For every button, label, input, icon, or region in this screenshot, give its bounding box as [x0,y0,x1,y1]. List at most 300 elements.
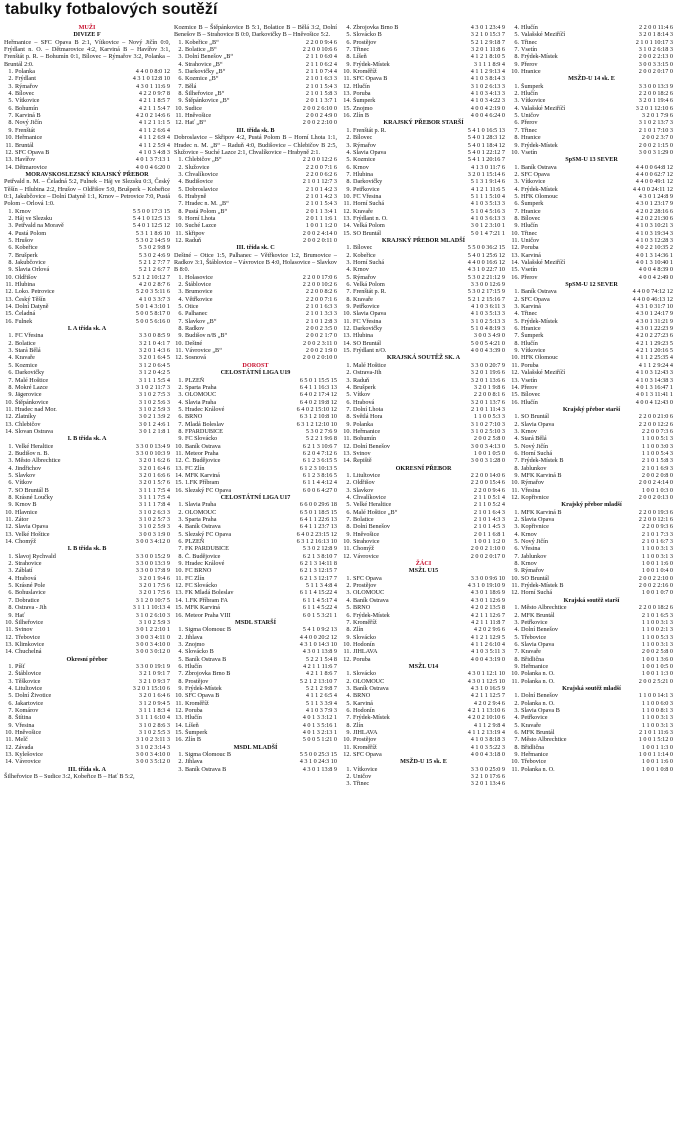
team-stats: 6 1 2 3 8:16 5 [302,471,337,479]
team-stats: 4 1 2 1 12:9 5 [470,633,505,641]
team-name: Raduň [353,376,370,384]
standings-row [174,531,337,538]
rank: 1. [514,604,519,612]
section-heading: MSŽD-U 14 sk. E [568,75,615,83]
team-name: Frýdlant n/O. [353,347,387,355]
team-name: MFK Karviná [185,604,220,612]
team-stats: 2 1 0 1 10:17 3 [635,38,673,46]
rank: 5. [346,604,351,612]
standings-row [174,61,337,68]
rank: 12. [175,706,183,714]
rank: 7. [8,596,13,604]
standings-row [174,612,337,619]
team-name: Fulnek [15,317,33,325]
standings-row [510,479,673,486]
team-name: Baník Ostrava [353,684,389,692]
rank: 8. [178,325,183,333]
team-name: Velké Heraltice [15,442,54,450]
team-name: Baník Ostrava [521,163,557,171]
rank: 12. [5,288,13,296]
section-heading: MSŽL U15 [408,567,439,575]
team-stats: 1 0 0 1 0:8 0 [641,765,673,773]
team-stats: 3 3 0 0 19:1 9 [135,662,170,670]
standings-row [342,700,505,707]
rank: 8. [178,427,183,435]
team-name: Stará Bělá [15,347,41,355]
team-stats: 2 1 0 1 6:3 3 [305,303,337,311]
standings-row [510,457,673,464]
standings-row [342,714,505,721]
team-stats: 1 1 0 0 6:0 3 [641,699,673,707]
team-stats: 2 2 0 0 21:0 6 [638,413,673,421]
section-heading: ŽÁCI [415,560,432,568]
team-name: OLOMOUC [185,508,217,516]
team-stats: 4 1 2 1 8:10 5 [470,53,505,61]
team-name: Rýmařov [353,141,377,149]
rank: 12. [5,148,13,156]
team-stats: 4 0 1 3 7:13 1 [135,156,170,164]
rank: 15. [343,347,351,355]
team-stats: 3 0 1 2 2:10 1 [135,626,170,634]
team-name: Dolní Benešov [353,523,390,531]
team-stats: 3 2 0 1 15:10 6 [132,684,170,692]
standings-row [510,230,673,237]
rank: 4. [514,626,519,634]
standings-row [342,362,505,369]
rank: 11. [343,75,351,83]
rank: 9. [178,560,183,568]
standings-row [342,457,505,464]
section-heading: III. třída sk. C [236,244,275,252]
rank: 16. [5,317,13,325]
standings-row [4,259,170,266]
rank: 15. [343,229,351,237]
standings-row [174,736,337,743]
team-stats: 4 3 1 0 14:3 10 [299,640,337,648]
standings-row [4,142,170,149]
standings-row [510,553,673,560]
team-stats: 4 2 0 2 10:10 6 [467,714,505,722]
rank: 7. [178,200,183,208]
team-stats: 3 2 0 1 13:4 6 [470,780,505,788]
team-stats: 4 0 1 3 14:36 1 [635,251,673,259]
page-title: tabulky fotbalových soutěží [5,1,218,18]
team-name: Frýdlant [15,75,36,83]
standings-row [342,722,505,729]
rank: 13. [343,214,351,222]
team-name: Nový Jičín [521,442,548,450]
team-stats: 1 1 0 0 3:1 3 [641,721,673,729]
team-name: Baník Ostrava [185,442,221,450]
standings-row [4,369,170,376]
rank: 4. [8,684,13,692]
rank: 10. [511,574,519,582]
team-stats: 4 0 1 3 16:47 1 [635,383,673,391]
team-stats: 4 2 1 1 8:6 7 [305,670,337,678]
rank: 12. [511,369,519,377]
team-stats: 3 1 0 2 7:5 3 [138,391,170,399]
rank: 11. [5,516,13,524]
standings-row [342,325,505,332]
standings-row [510,656,673,663]
team-stats: 2 1 0 1 4:5 3 [473,523,505,531]
team-name: Kravaře [353,295,373,303]
team-name: Poruba [185,706,203,714]
rank: 11. [343,648,351,656]
rank: 8. [346,295,351,303]
standings-row [4,443,170,450]
team-stats: 1 0 0 1 5:12 0 [638,736,673,744]
standings-row [510,347,673,354]
standings-row [510,516,673,523]
standings-row [4,384,170,391]
standings-row [174,722,337,729]
team-stats: 2 1 0 1 6:4 3 [473,508,505,516]
team-name: Svinov [15,626,33,634]
standings-row [510,450,673,457]
team-stats: 1 0 0 1 0:4 0 [641,567,673,575]
rank: 11. [175,574,183,582]
standings-row [174,575,337,582]
standings-row [510,722,673,729]
standings-row [174,538,337,545]
team-name: Jakartovice [15,699,44,707]
team-name: Chuchelná [15,648,42,656]
team-name: Slavia Orlová [15,266,50,274]
standings-row [342,531,505,538]
standings-row [510,443,673,450]
team-stats: 5 2 1 2 10:12 7 [132,273,170,281]
standings-row [342,244,505,251]
team-stats: 1 0 0 1 0:7 0 [641,589,673,597]
team-name: Č. Budějovice [185,552,221,560]
standings-row [4,648,170,655]
standings-row [174,472,337,479]
team-name: Hněvošice [185,112,212,120]
team-name: Budišov n/B „B“ [185,332,228,340]
rank: 1. [8,662,13,670]
standings-row [510,200,673,207]
rank: 7. [346,618,351,626]
rank: 6. [514,545,519,553]
team-stats: 1 0 0 1 0:3 0 [641,486,673,494]
team-stats: 3 2 0 1 4:3 6 [138,347,170,355]
standings-row [4,626,170,633]
team-name: Slavia Opava [521,640,555,648]
rank: 16. [343,112,351,120]
team-name: Kobeřice [15,244,38,252]
standings-row [174,281,337,288]
team-stats: 4 0 1 3 2:13 1 [302,729,337,736]
standings-row [174,729,337,736]
standings-row [510,252,673,259]
rank: 7. [346,170,351,178]
team-name: Hlučín [353,82,370,90]
team-name: Hlučín [521,339,538,347]
rank: 4. [178,523,183,531]
rank: 3. [514,618,519,626]
team-stats: 6 2 1 3 12:15 7 [299,567,337,575]
team-name: Přerov [521,383,538,391]
standings-row [174,634,337,641]
standings-row [4,582,170,589]
team-name: Hať [15,611,25,619]
standings-row [342,413,505,420]
team-name: MFK Karviná [185,471,220,479]
standings-row [510,575,673,582]
rank: 10. [343,640,351,648]
standings-row [510,413,673,420]
standings-row [342,142,505,149]
team-name: Hlavnice [15,508,38,516]
team-name: Jablunkov [521,464,547,472]
team-name: Stará Bělá [521,435,547,443]
standings-row [4,538,170,545]
team-stats: 2 2 0 0 17:0 6 [302,273,337,281]
rank: 10. [175,567,183,575]
rank: 9. [514,662,519,670]
standings-row [4,83,170,90]
team-name: Vítkovice [521,347,546,355]
standings-row [174,318,337,325]
standings-row [510,487,673,494]
team-stats: 5 0 0 5 6:16 0 [135,317,170,325]
rank: 13. [343,90,351,98]
standings-row [4,68,170,75]
team-name: Slavia Praha [185,398,217,406]
standings-row [4,105,170,112]
standings-row [342,303,505,310]
team-stats: 6 5 0 1 18:5 15 [299,508,337,516]
rank: 6. [514,449,519,457]
standings-row [174,406,337,413]
team-name: Třinec [521,310,538,318]
team-stats: 3 3 0 0 13:4 9 [135,442,170,450]
team-stats: 4 2 0 2 9:4 6 [473,699,505,707]
rank: 12. [343,325,351,333]
standings-row [174,479,337,486]
standings-row [4,164,170,171]
rank: 5. [8,361,13,369]
team-name: Kozmice „B“ [185,75,219,83]
rank: 15. [5,310,13,318]
team-stats: 3 2 0 1 7:5 6 [138,582,170,590]
team-name: PLZEŇ [185,538,205,546]
rank: 2. [178,383,183,391]
team-name: Uničov [521,112,540,120]
standings-row [4,479,170,486]
team-name: Frýdek-Místek [521,53,558,61]
team-stats: 6 0 0 6 4:27 0 [302,486,337,494]
team-name: Krnov [521,427,537,435]
team-name: Zlatníky [15,413,36,421]
team-stats: 5 3 0 2 4:6 9 [138,251,170,259]
team-name: SFC Opava [521,170,550,178]
team-stats: 4 1 0 3 4:8 3 [138,148,170,156]
section-heading: CELOSTÁTNÍ LIGA U17 [220,494,291,501]
match-results-text: Kozmice B – Štěpánkovice B 5:1, Bolatice B – Bělá 3:2, Dolní Benešov B – Strahovice B 0:0, Darkovičky B – Hněvošice 5:2. [174,24,337,39]
standings-row [510,428,673,435]
team-stats: 2 2 0 0 8:2 6 [305,288,337,296]
rank: 5. [178,530,183,538]
team-name: Kopřivnice [521,494,549,501]
team-stats: 2 2 0 0 12:1 6 [638,516,673,524]
team-name: Chomýž [353,545,374,553]
team-name: Třinec [521,126,538,134]
rank: 8. [8,119,13,127]
standings-row [4,119,170,126]
team-stats: 4 0 0 4 3:19 0 [470,655,505,663]
team-stats: 2 0 0 2 4:14 0 [638,479,673,487]
standings-row [510,399,673,406]
rank: 8. [514,743,519,751]
team-name: Horní Suchá [353,200,385,208]
team-name: SFC Opava [353,574,382,582]
team-name: Sigma Olomouc B [185,626,232,634]
standings-row [174,164,337,171]
rank: 8. [346,413,351,421]
rank: 3. [8,82,13,90]
team-stats: 4 2 0 2 21:30 6 [635,214,673,222]
team-stats: 3 2 0 1 7:5 6 [138,589,170,597]
standings-row [342,670,505,677]
team-name: Petřkovice [353,303,380,311]
team-name: JIHLAVA [353,729,378,736]
team-stats: 1 0 0 1 1:3 0 [641,670,673,678]
standings-row [342,391,505,398]
rank: 5. [346,501,351,509]
team-name: Polanka n. O. [521,765,555,773]
team-stats: 2 2 0 0 7:1 6 [305,163,337,171]
team-name: Polanka [353,420,373,428]
team-name: Šilheřovice „B“ [185,90,225,98]
rank: 7. [514,457,519,465]
team-name: Skřipov [185,229,205,237]
team-name: Horní Lhota [185,214,216,222]
standings-row [342,274,505,281]
rank: 11. [5,405,13,413]
team-name: Mokré Lazce [15,383,48,391]
rank: 7. [178,317,183,325]
team-stats: 6 6 0 0 29:6 18 [299,501,337,509]
team-name: SO Bruntál [353,339,382,347]
team-name: FC Slovácko [185,582,218,590]
standings-row [174,516,337,523]
team-stats: 6 1 1 4 4:12 4 [302,479,337,487]
rank: 9. [346,303,351,311]
standings-row [510,494,673,501]
standings-row [174,582,337,589]
rank: 15. [343,104,351,112]
rank: 6. [346,38,351,46]
team-name: Pustá Polom „B“ [185,207,228,215]
team-name: Malé Hoštice [15,376,49,384]
standings-row [510,193,673,200]
team-stats: 4 1 1 2 13:19 4 [467,729,505,736]
team-stats: 4 2 1 1 12:6 7 [470,611,505,619]
team-name: Bolatice [353,516,374,524]
standings-row [510,325,673,332]
rank: 2. [514,170,519,178]
rank: 6. [8,589,13,597]
rank: 16. [175,486,183,494]
team-stats: 6 1 1 4 5:22 4 [302,604,337,612]
standings-row [4,303,170,310]
rank: 10. [511,229,519,237]
rank: 10. [5,273,13,281]
team-name: Mladá Boleslav [185,420,225,428]
standings-row [4,244,170,251]
team-stats: 5 3 0 2 21:12 9 [467,273,505,281]
team-stats: 2 0 1 1 3:4 1 [305,207,337,215]
team-stats: 3 2 0 1 12:10 6 [635,104,673,112]
team-name: Nový Jičín [521,538,548,546]
rank: 10. [511,479,519,487]
team-name: Štěpánkovice [15,398,49,406]
team-name: Vítkovice [521,178,546,186]
rank: 5. [346,31,351,39]
team-stats: 5 2 1 2 9:8 7 [305,684,337,692]
team-stats: 3 0 0 3 1:9 0 [138,530,170,538]
team-stats: 2 0 0 2 0:11 0 [303,236,337,244]
rank: 12. [511,494,519,501]
team-stats: 4 2 0 2 13:5 8 [470,604,505,612]
team-stats: 1 0 0 1 1:6 0 [641,560,673,568]
team-name: Vávrovice „B“ [185,347,222,355]
standings-row [342,53,505,60]
team-stats: 3 2 0 1 6:4 6 [138,464,170,472]
team-stats: 3 2 0 1 13:7 6 [470,398,505,406]
standings-row [4,149,170,156]
team-name: Vítkov [15,479,33,487]
rank: 5. [178,185,183,193]
team-name: Kroměříž [353,68,377,76]
standings-row [342,472,505,479]
team-name: HFK Olomouc [521,354,558,362]
team-name: Rýmařov [521,479,545,487]
team-name: Třebovice [521,633,547,641]
standings-row [174,567,337,574]
rank: 3. [178,53,183,61]
team-name: Brumovice [185,288,213,296]
team-stats: 6 2 1 3 10:6 7 [302,442,337,450]
team-name: Vítkovice [521,97,546,105]
team-name: Kopřivnice [521,523,549,531]
team-stats: 4 3 1 0 19:10 9 [467,582,505,590]
section-heading: SpSM-U 13 SEVER [565,156,618,164]
team-name: Baník Ostrava [521,288,557,296]
team-stats: 5 0 1 4 3:10 1 [135,303,170,311]
standings-row [510,274,673,281]
standings-row [342,97,505,104]
team-name: Poruba [521,244,539,252]
standings-row [342,164,505,171]
team-name: Litultovice [353,471,381,479]
team-stats: 6 4 0 2 17:4 12 [299,391,337,399]
rank: 5. [346,699,351,707]
team-stats: 2 1 0 1 5:8 3 [305,90,337,98]
standings-row [342,612,505,619]
standings-row [342,310,505,317]
rank: 2. [346,251,351,259]
team-name: Holasovice [185,273,213,281]
standings-row [342,707,505,714]
standings-row [342,134,505,141]
team-name: Dobratice [15,596,40,604]
team-stats: 1 0 0 1 0:5 0 [473,449,505,457]
standings-row [342,582,505,589]
standings-row [342,501,505,508]
